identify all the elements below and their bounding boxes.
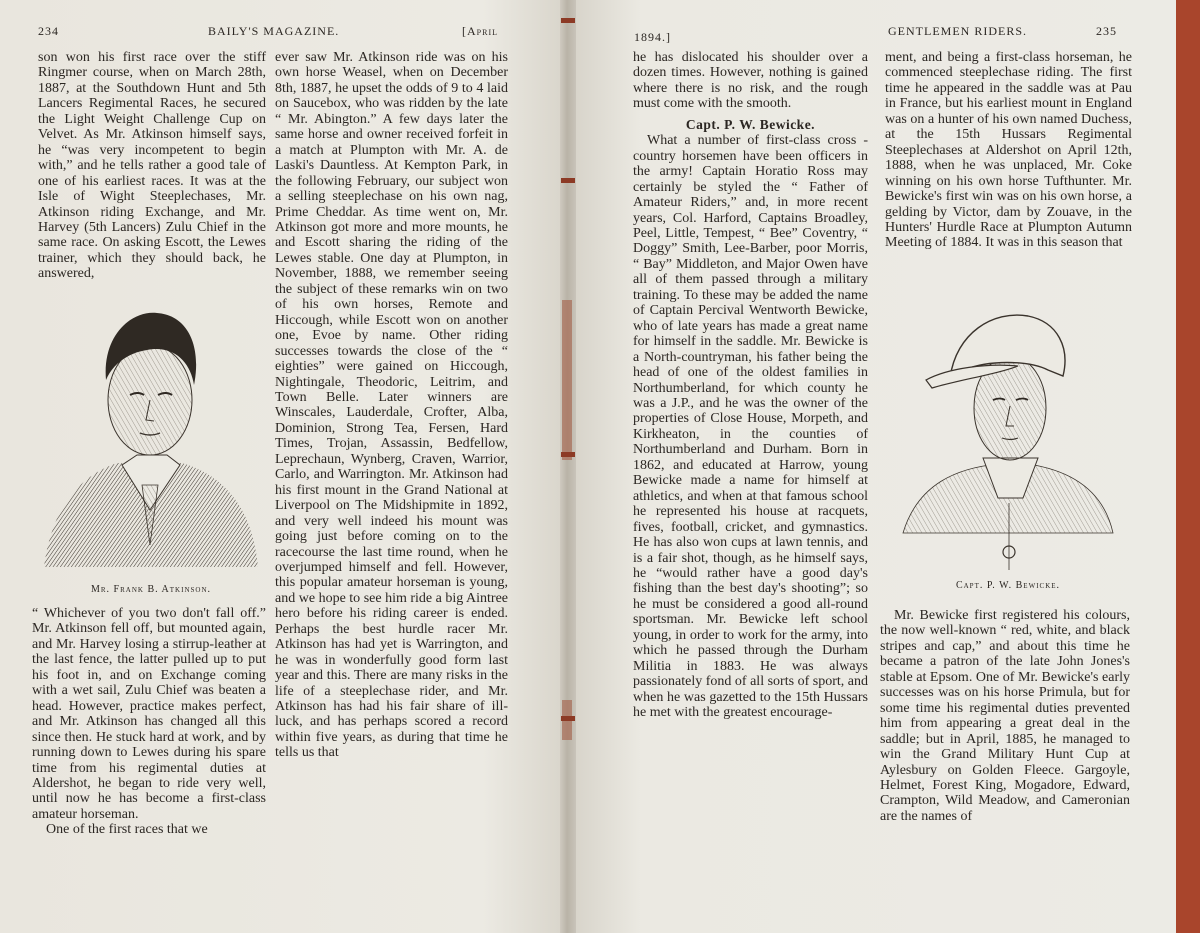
binding-stitch [561, 716, 575, 721]
left-col2 [275, 50, 508, 761]
right-col1 [633, 50, 868, 720]
right-col2-bottom [880, 608, 1130, 824]
left-col1-top [38, 50, 266, 282]
atkinson-caption: Mr. Frank B. Atkinson. [90, 584, 212, 595]
paragraph: What a number of first-class cross - country horsemen have been officers in the army! Captain Horatio Ross may certainly be styled the “ Father of Amateur Riders,” and, in more recent years, Col. Harford, Captains Broadley, Peel, Little, Tempest, “ Bee” Coventry, “ Doggy” Smith, Lee-Barber, poor Morris, “ Bay” Middleton, and Major Owen have all of them passed through a military training. To these may be added the name of Captain Percival Wentworth Bewicke, who of late years has made a great name for himself in the saddle. Mr. Bewicke is a North-countryman, his father being the head of one of the oldest families in Northumberland, for which county he was a J.P., and he was the owner of the properties of Close House, Morpeth, and Kirkheaton, in the counties of Northumberland and Durham. Born in 1862, and educated at Harrow, young Bewicke made a name for himself at athletics, and when at that famous school he represented his house at racquets, fives, football, cricket, and gymnastics. He has also won cups at lawn tennis, and is a fair shot, though, as he himself says, he “would rather have a good day's fishing than the best day's shooting”; so he must be considered a good all-round sportsman. Mr. Bewicke left school young, in order to work for the army, into which he passed through the Durham Militia in 1883. He was always passionately fond of all sorts of sport, and when he was gazetted to the 15th Hussars he met with the greatest encourage- [633, 133, 868, 721]
binding-gutter [560, 0, 576, 933]
running-title-left: BAILY'S MAGAZINE. [208, 24, 340, 38]
running-year: 1894.] [634, 30, 671, 44]
running-title-right: GENTLEMEN RIDERS. [888, 24, 1027, 38]
paragraph: he has dislocated his shoulder over a dozen times. However, nothing is gained where there is no risk, and the rough must come with the smooth. [633, 50, 868, 112]
bewicke-caption: Capt. P. W. Bewicke. [955, 580, 1061, 591]
bewicke-portrait [898, 308, 1118, 570]
paragraph: One of the first races that we [46, 822, 208, 838]
left-col1-bottom [32, 606, 266, 838]
binding-stitch [561, 178, 575, 183]
atkinson-portrait [42, 305, 260, 577]
right-col2-top [885, 50, 1132, 251]
running-month: [April [462, 24, 498, 38]
paragraph: “ Whichever of you two don't fall off.” Mr. Atkinson fell off, but mounted again, and Mr. Harvey losing a stirrup-leather at the last fence, the latter pulled up to put his foot in, and on Exchange coming with a wet sail, Zulu Chief was beaten a head. However, practice makes perfect, and Mr. Atkinson has changed all this since then. He stuck hard at work, and by running down to Lewes during his spare time from his regimental duties at Aldershot, he began to ride very well, until now he has become a first-class amateur horseman. [32, 606, 266, 822]
page-number-left: 234 [38, 24, 59, 38]
left-page [0, 0, 568, 933]
paragraph: son won his first race over the stiff Ringmer course, when on March 28th, 1887, at the Southdown Hunt and 5th Lancers Regimental Races, he secured the Light Weight Challenge Cup on Velvet. As Mr. Atkinson himself says, he “was very incompetent to begin with,” and he tells rather a good tale of one of his earliest races. It was at the Isle of Wight Steeplechases, Mr. Atkinson riding Exchange, and Mr. Harvey (5th Lancers) Zulu Chief in the same race. On asking Escott, the Lewes trainer, which they should back, he answered, [38, 50, 266, 282]
paragraph: ever saw Mr. Atkinson ride was on his own horse Weasel, when on December 8th, 1887, he upset the odds of 9 to 4 laid on Saucebox, who was ridden by the late “ Mr. Abington.” A few days later the same horse and owner received forfeit in a match at Plumpton with Mr. A. de Laski's Dauntless. At Kempton Park, in the following February, our subject won a selling steeplechase on his own nag, Prime Cheddar. As time went on, Mr. Atkinson got more and more mounts, he and Escott sharing the riding of the Lewes stable. One day at Plumpton, in November, 1888, we remember seeing the subject of these remarks win on two of his own horses, Remote and Hiccough, while Escott won on another one, Evoe by name. Other riding successes towards the close of the “ eighties” were gained on Hiccough, Nightingale, Theodoric, Leitrim, and Town Belle. Later winners are Winscales, Lauderdale, Crofter, Alba, Dominion, Strong Tea, Fersen, Hard Times, Trojan, Assassin, Bedfellow, Leprechaun, Wynberg, Craven, Warrior, Carlo, and Warrington. Mr. Atkinson had his first mount in the Grand National at Liverpool on The Midshipmite in 1892, and very well indeed his mount was going just before coming on to the racecourse the last time round, when he overjumped himself and fell. However, this popular amateur horseman is young, and we hope to see him ride a big Aintree hero before his riding career is ended. Perhaps the best hurdle racer Mr. Atkinson has had yet is Warrington, and he was in wonderfully good form last year and this. There are many risks in the life of a steeplechase rider, and Mr. Atkinson has had his fair share of ill-luck, and has perhaps scored a record within five years, as during that time he tells us that [275, 50, 508, 761]
binding-tear [562, 300, 572, 460]
right-page [568, 0, 1176, 933]
paragraph: Mr. Bewicke first registered his colours, the now well-known “ red, white, and black stripes and cap,” and about this time he became a patron of the late John Jones's stable at Epsom. One of Mr. Bewicke's early successes was on his horse Primula, but for some time his regimental duties prevented him from appearing a great deal in the saddle; but in April, 1885, he managed to win the Grand Military Hunt Cup at Aylesbury on Golden Fleece. Gargoyle, Helmet, Forest King, Mogadore, Edward, Crampton, Wild Meadow, and Cameronian are the names of [880, 608, 1130, 824]
binding-stitch [561, 452, 575, 457]
binding-stitch [561, 18, 575, 23]
section-heading: Capt. P. W. Bewicke. [685, 116, 816, 132]
page-number-right: 235 [1096, 24, 1117, 38]
paragraph: ment, and being a first-class horseman, he commenced steeplechase riding. The first time he appeared in the saddle was at Pau in France, but his earliest mount in England was on a hunter of his own named Duchess, at the 15th Hussars Regimental Steeplechases at Aldershot on April 12th, 1888, when he was unplaced, Mr. Coke winning on his own horse Tufthunter. Mr. Bewicke's first win was on his own horse, a gelding by Victor, dam by Zouave, in the Hunters' Hurdle Race at Plumpton Autumn Meeting of 1884. It was in this season that [885, 50, 1132, 251]
